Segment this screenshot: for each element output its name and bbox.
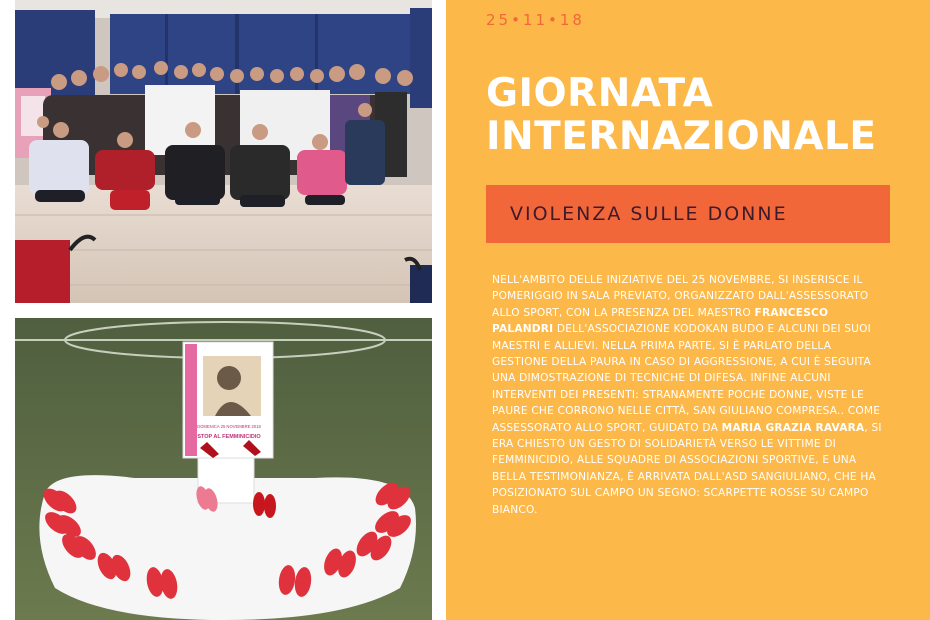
title-line-2: INTERNAZIONALE: [486, 114, 877, 159]
article-part-3: , SI ERA CHIESTO UN GESTO DI SOLIDARIETÀ VERSO LE VITTIME DI FEMMINICIDIO, ALLE SQUADRE DI ASSOCIAZIONI SPORTIVE, E UNA BELLA TESTIMONIANZA, È ARRIVATA DALL'ASD SANGIULIANO, CHE HA POSIZIONATO SUL CAMPO UN SEGNO: SCARPETTE ROSSE SU CAMPO BIANCO.: [492, 421, 882, 516]
article-text: [492, 272, 884, 518]
poster-line2: STOP AL FEMMINICIDIO: [197, 434, 261, 440]
page-title: [486, 72, 906, 158]
group-photo: [15, 0, 432, 303]
event-date: 25•11•18: [486, 11, 585, 29]
info-panel: [446, 0, 930, 620]
article-name-1: FRANCESCO PALANDRI: [492, 306, 829, 336]
field-photo-image: [15, 318, 432, 620]
article-part-2: DELL'ASSOCIAZIONE KODOKAN BUDO E ALCUNI DEI SUOI MAESTRI E ALLIEVI. NELLA PRIMA PARTE, SI È PARLATO DELLA GESTIONE DELLA PAURA IN CASO DI AGGRESSIONE, A CUI È SEGUITA UNA DIMOSTRAZIONE DI TECNICHE DI DIFESA. INFINE ALCUNI INTERVENTI DEI PRESENTI: STRANAMENTE POCHE DONNE, VISTE LE PAURE CHE CORRONO NELLE CITTÀ, SAN GIULIANO COMPRESA.. COME ASSESSORATO ALLO SPORT, GUIDATO DA: [492, 323, 881, 434]
title-line-1: GIORNATA: [486, 71, 714, 116]
article-name-2: MARIA GRAZIA RAVARA: [721, 421, 865, 434]
subtitle-banner: [486, 185, 890, 243]
subtitle: VIOLENZA SULLE DONNE: [510, 203, 788, 225]
group-photo-image: [15, 0, 432, 303]
poster: [183, 342, 273, 458]
poster-line1: DOMENICA 25 NOVEMBRE 2018: [197, 424, 261, 429]
field-photo: [15, 318, 432, 620]
article-part-1: NELL'AMBITO DELLE INIZIATIVE DEL 25 NOVEMBRE, SI INSERISCE IL POMERIGGIO IN SALA PREVIATO, ORGANIZZATO DALL'ASSESSORATO ALLO SPORT, CON LA PRESENZA DEL MAESTRO: [492, 274, 869, 319]
